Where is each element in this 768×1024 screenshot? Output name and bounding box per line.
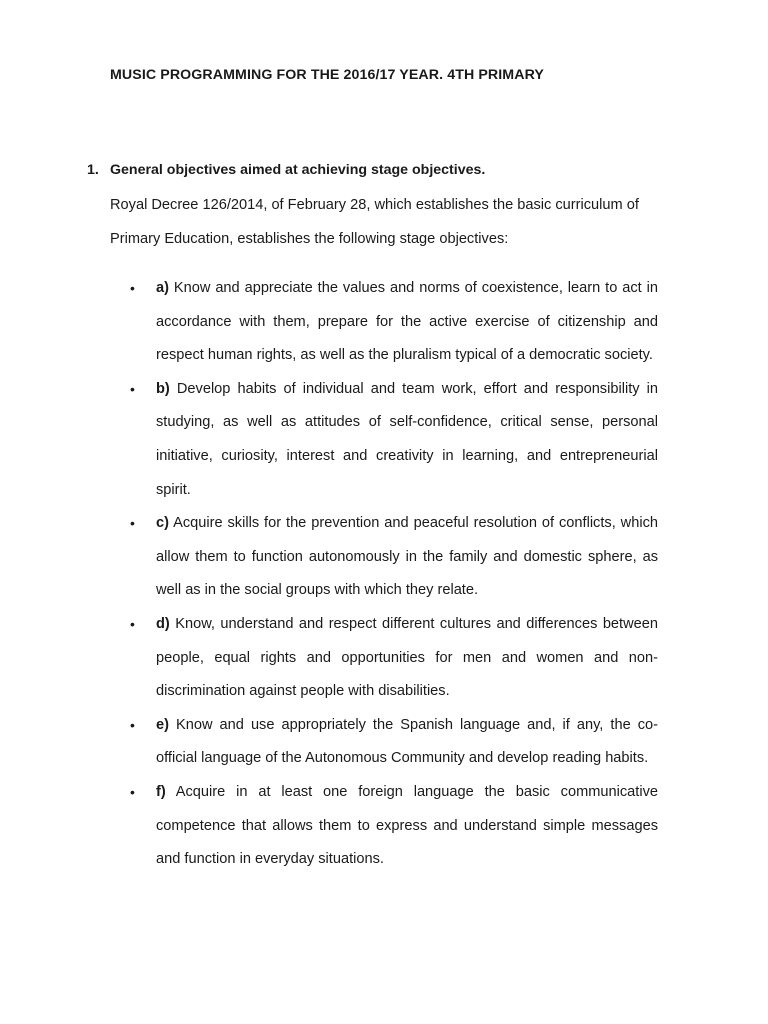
section-intro-paragraph: Royal Decree 126/2014, of February 28, which establishes the basic curriculum of Primary Education, establishes the following stage objectives: bbox=[110, 197, 639, 247]
objective-text: Acquire in at least one foreign language the basic communicative competence that allows them to express and understand simple messages and function in everyday situations. bbox=[156, 783, 658, 868]
objective-item bbox=[0, 709, 768, 776]
bullet-icon: • bbox=[130, 380, 135, 397]
objective-text: Acquire skills for the prevention and peaceful resolution of conflicts, which allow them to function autonomously in the family and domestic sphere, as well as in the social groups with which they relate. bbox=[156, 515, 658, 599]
objective-text: Develop habits of individual and team work, effort and responsibility in studying, as well as attitudes of self-confidence, critical sense, personal initiative, curiosity, interest and creativity in learning, and entrepreneurial spirit. bbox=[156, 380, 658, 498]
objective-letter: f) bbox=[156, 783, 166, 800]
section-number: 1. bbox=[87, 162, 99, 178]
bullet-icon: • bbox=[130, 783, 135, 800]
objective-letter: c) bbox=[156, 515, 169, 532]
objective-letter: e) bbox=[156, 716, 169, 733]
bullet-icon: • bbox=[130, 615, 135, 632]
objective-letter: d) bbox=[156, 615, 170, 632]
objective-item bbox=[0, 272, 768, 373]
objective-text: Know and use appropriately the Spanish language and, if any, the co-official language of the Autonomous Community and develop reading habits. bbox=[156, 716, 658, 767]
bullet-icon: • bbox=[130, 716, 135, 733]
bullet-icon: • bbox=[130, 515, 135, 532]
objectives-list bbox=[0, 272, 768, 877]
objective-text: Know, understand and respect different cultures and differences between people, equal rights and opportunities for men and women and non-discrimination against people with disabilities. bbox=[156, 615, 658, 700]
objective-letter: a) bbox=[156, 280, 169, 296]
objective-text: Know and appreciate the values and norms of coexistence, learn to act in accordance with them, prepare for the active exercise of citizenship and respect human rights, as well as the pluralism typical of a democratic society. bbox=[156, 280, 658, 364]
objective-item bbox=[0, 608, 768, 709]
bullet-icon: • bbox=[130, 280, 135, 296]
objective-letter: b) bbox=[156, 380, 170, 397]
objective-item bbox=[0, 776, 768, 877]
section-heading bbox=[87, 162, 485, 178]
document-title: MUSIC PROGRAMMING FOR THE 2016/17 YEAR. 4TH PRIMARY bbox=[110, 67, 544, 83]
objective-item bbox=[0, 507, 768, 608]
section-heading-text: General objectives aimed at achieving stage objectives. bbox=[110, 162, 486, 178]
objective-item bbox=[0, 373, 768, 507]
